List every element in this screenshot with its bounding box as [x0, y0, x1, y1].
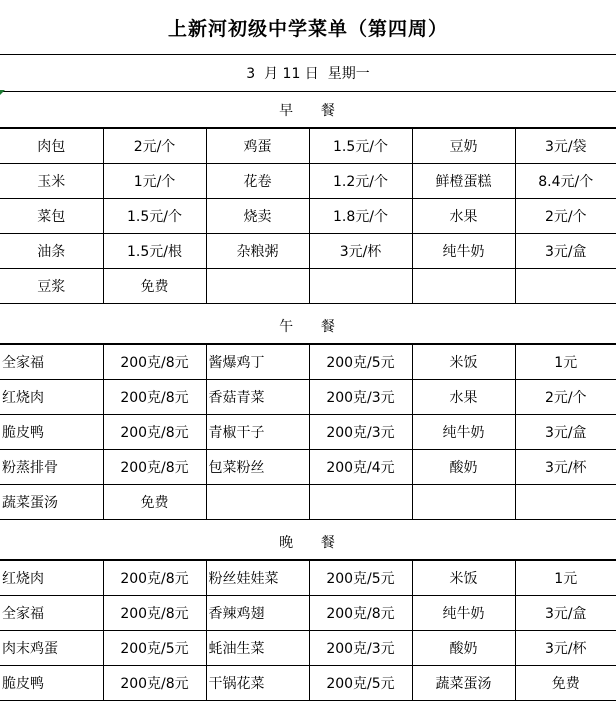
lunch-cell: 香菇青菜	[206, 380, 309, 415]
lunch-row	[0, 345, 616, 380]
dinner-cell: 200克/8元	[103, 561, 206, 596]
dinner-cell: 干锅花菜	[206, 666, 309, 701]
lunch-row	[0, 485, 616, 520]
breakfast-cell: 杂粮粥	[206, 234, 309, 269]
lunch-row	[0, 415, 616, 450]
lunch-cell	[515, 485, 616, 520]
breakfast-row	[0, 269, 616, 304]
breakfast-cell: 鸡蛋	[206, 129, 309, 164]
dinner-row	[0, 561, 616, 596]
dinner-cell: 200克/8元	[103, 596, 206, 631]
breakfast-heading: 早 餐	[0, 92, 616, 128]
dinner-cell: 3元/杯	[515, 631, 616, 666]
dinner-cell: 纯牛奶	[412, 596, 515, 631]
breakfast-row	[0, 164, 616, 199]
dinner-cell: 米饭	[412, 561, 515, 596]
lunch-cell: 200克/3元	[309, 415, 412, 450]
breakfast-row	[0, 199, 616, 234]
breakfast-cell: 鲜橙蛋糕	[412, 164, 515, 199]
breakfast-cell: 3元/杯	[309, 234, 412, 269]
dinner-cell: 200克/8元	[309, 596, 412, 631]
breakfast-cell: 3元/袋	[515, 129, 616, 164]
breakfast-cell: 豆浆	[0, 269, 103, 304]
lunch-cell: 免费	[103, 485, 206, 520]
breakfast-cell: 油条	[0, 234, 103, 269]
breakfast-cell: 1元/个	[103, 164, 206, 199]
breakfast-cell: 肉包	[0, 129, 103, 164]
dinner-cell: 200克/5元	[103, 631, 206, 666]
dinner-cell: 200克/5元	[309, 561, 412, 596]
breakfast-cell	[515, 269, 616, 304]
lunch-cell: 200克/8元	[103, 415, 206, 450]
lunch-heading: 午 餐	[0, 308, 616, 344]
lunch-cell: 3元/杯	[515, 450, 616, 485]
breakfast-cell: 水果	[412, 199, 515, 234]
lunch-cell: 包菜粉丝	[206, 450, 309, 485]
breakfast-cell: 免费	[103, 269, 206, 304]
lunch-cell: 酱爆鸡丁	[206, 345, 309, 380]
dinner-cell: 全家福	[0, 596, 103, 631]
breakfast-cell: 豆奶	[412, 129, 515, 164]
lunch-cell: 酸奶	[412, 450, 515, 485]
menu-date: 3 月 11 日 星期一	[0, 55, 616, 92]
breakfast-cell: 8.4元/个	[515, 164, 616, 199]
lunch-cell: 200克/5元	[309, 345, 412, 380]
dinner-cell: 1元	[515, 561, 616, 596]
lunch-cell: 水果	[412, 380, 515, 415]
dinner-table	[0, 560, 616, 701]
dinner-cell: 红烧肉	[0, 561, 103, 596]
lunch-cell: 3元/盒	[515, 415, 616, 450]
breakfast-cell: 玉米	[0, 164, 103, 199]
dinner-row	[0, 631, 616, 666]
lunch-cell: 2元/个	[515, 380, 616, 415]
dinner-cell: 粉丝娃娃菜	[206, 561, 309, 596]
lunch-cell: 米饭	[412, 345, 515, 380]
breakfast-cell: 1.5元/根	[103, 234, 206, 269]
lunch-cell	[309, 485, 412, 520]
dinner-row	[0, 596, 616, 631]
breakfast-cell: 3元/盒	[515, 234, 616, 269]
lunch-cell: 全家福	[0, 345, 103, 380]
breakfast-row	[0, 234, 616, 269]
lunch-cell	[412, 485, 515, 520]
lunch-cell: 粉蒸排骨	[0, 450, 103, 485]
lunch-cell: 蔬菜蛋汤	[0, 485, 103, 520]
dinner-cell: 香辣鸡翅	[206, 596, 309, 631]
dinner-cell: 200克/8元	[103, 666, 206, 701]
dinner-cell: 免费	[515, 666, 616, 701]
lunch-table	[0, 344, 616, 520]
dinner-cell: 脆皮鸭	[0, 666, 103, 701]
lunch-cell: 青椒干子	[206, 415, 309, 450]
breakfast-table	[0, 128, 616, 304]
lunch-cell: 200克/8元	[103, 450, 206, 485]
breakfast-cell: 2元/个	[515, 199, 616, 234]
dinner-cell: 酸奶	[412, 631, 515, 666]
lunch-row	[0, 380, 616, 415]
breakfast-cell	[309, 269, 412, 304]
lunch-cell	[206, 485, 309, 520]
lunch-cell: 200克/4元	[309, 450, 412, 485]
breakfast-cell: 纯牛奶	[412, 234, 515, 269]
lunch-cell: 脆皮鸭	[0, 415, 103, 450]
breakfast-cell	[412, 269, 515, 304]
dinner-cell: 蚝油生菜	[206, 631, 309, 666]
dinner-heading: 晚 餐	[0, 524, 616, 560]
breakfast-cell: 菜包	[0, 199, 103, 234]
dinner-cell: 200克/3元	[309, 631, 412, 666]
lunch-cell: 纯牛奶	[412, 415, 515, 450]
dinner-cell: 蔬菜蛋汤	[412, 666, 515, 701]
breakfast-cell: 1.2元/个	[309, 164, 412, 199]
page-title: 上新河初级中学菜单（第四周）	[0, 0, 616, 55]
lunch-cell: 200克/8元	[103, 380, 206, 415]
lunch-cell: 200克/8元	[103, 345, 206, 380]
lunch-cell: 1元	[515, 345, 616, 380]
lunch-cell: 红烧肉	[0, 380, 103, 415]
lunch-row	[0, 450, 616, 485]
breakfast-cell: 花卷	[206, 164, 309, 199]
dinner-cell: 200克/5元	[309, 666, 412, 701]
breakfast-cell: 1.8元/个	[309, 199, 412, 234]
breakfast-cell: 1.5元/个	[309, 129, 412, 164]
breakfast-cell: 2元/个	[103, 129, 206, 164]
dinner-row	[0, 666, 616, 701]
lunch-cell: 200克/3元	[309, 380, 412, 415]
breakfast-cell	[206, 269, 309, 304]
dinner-cell: 肉末鸡蛋	[0, 631, 103, 666]
dinner-cell: 3元/盒	[515, 596, 616, 631]
breakfast-row	[0, 129, 616, 164]
breakfast-cell: 烧卖	[206, 199, 309, 234]
breakfast-cell: 1.5元/个	[103, 199, 206, 234]
